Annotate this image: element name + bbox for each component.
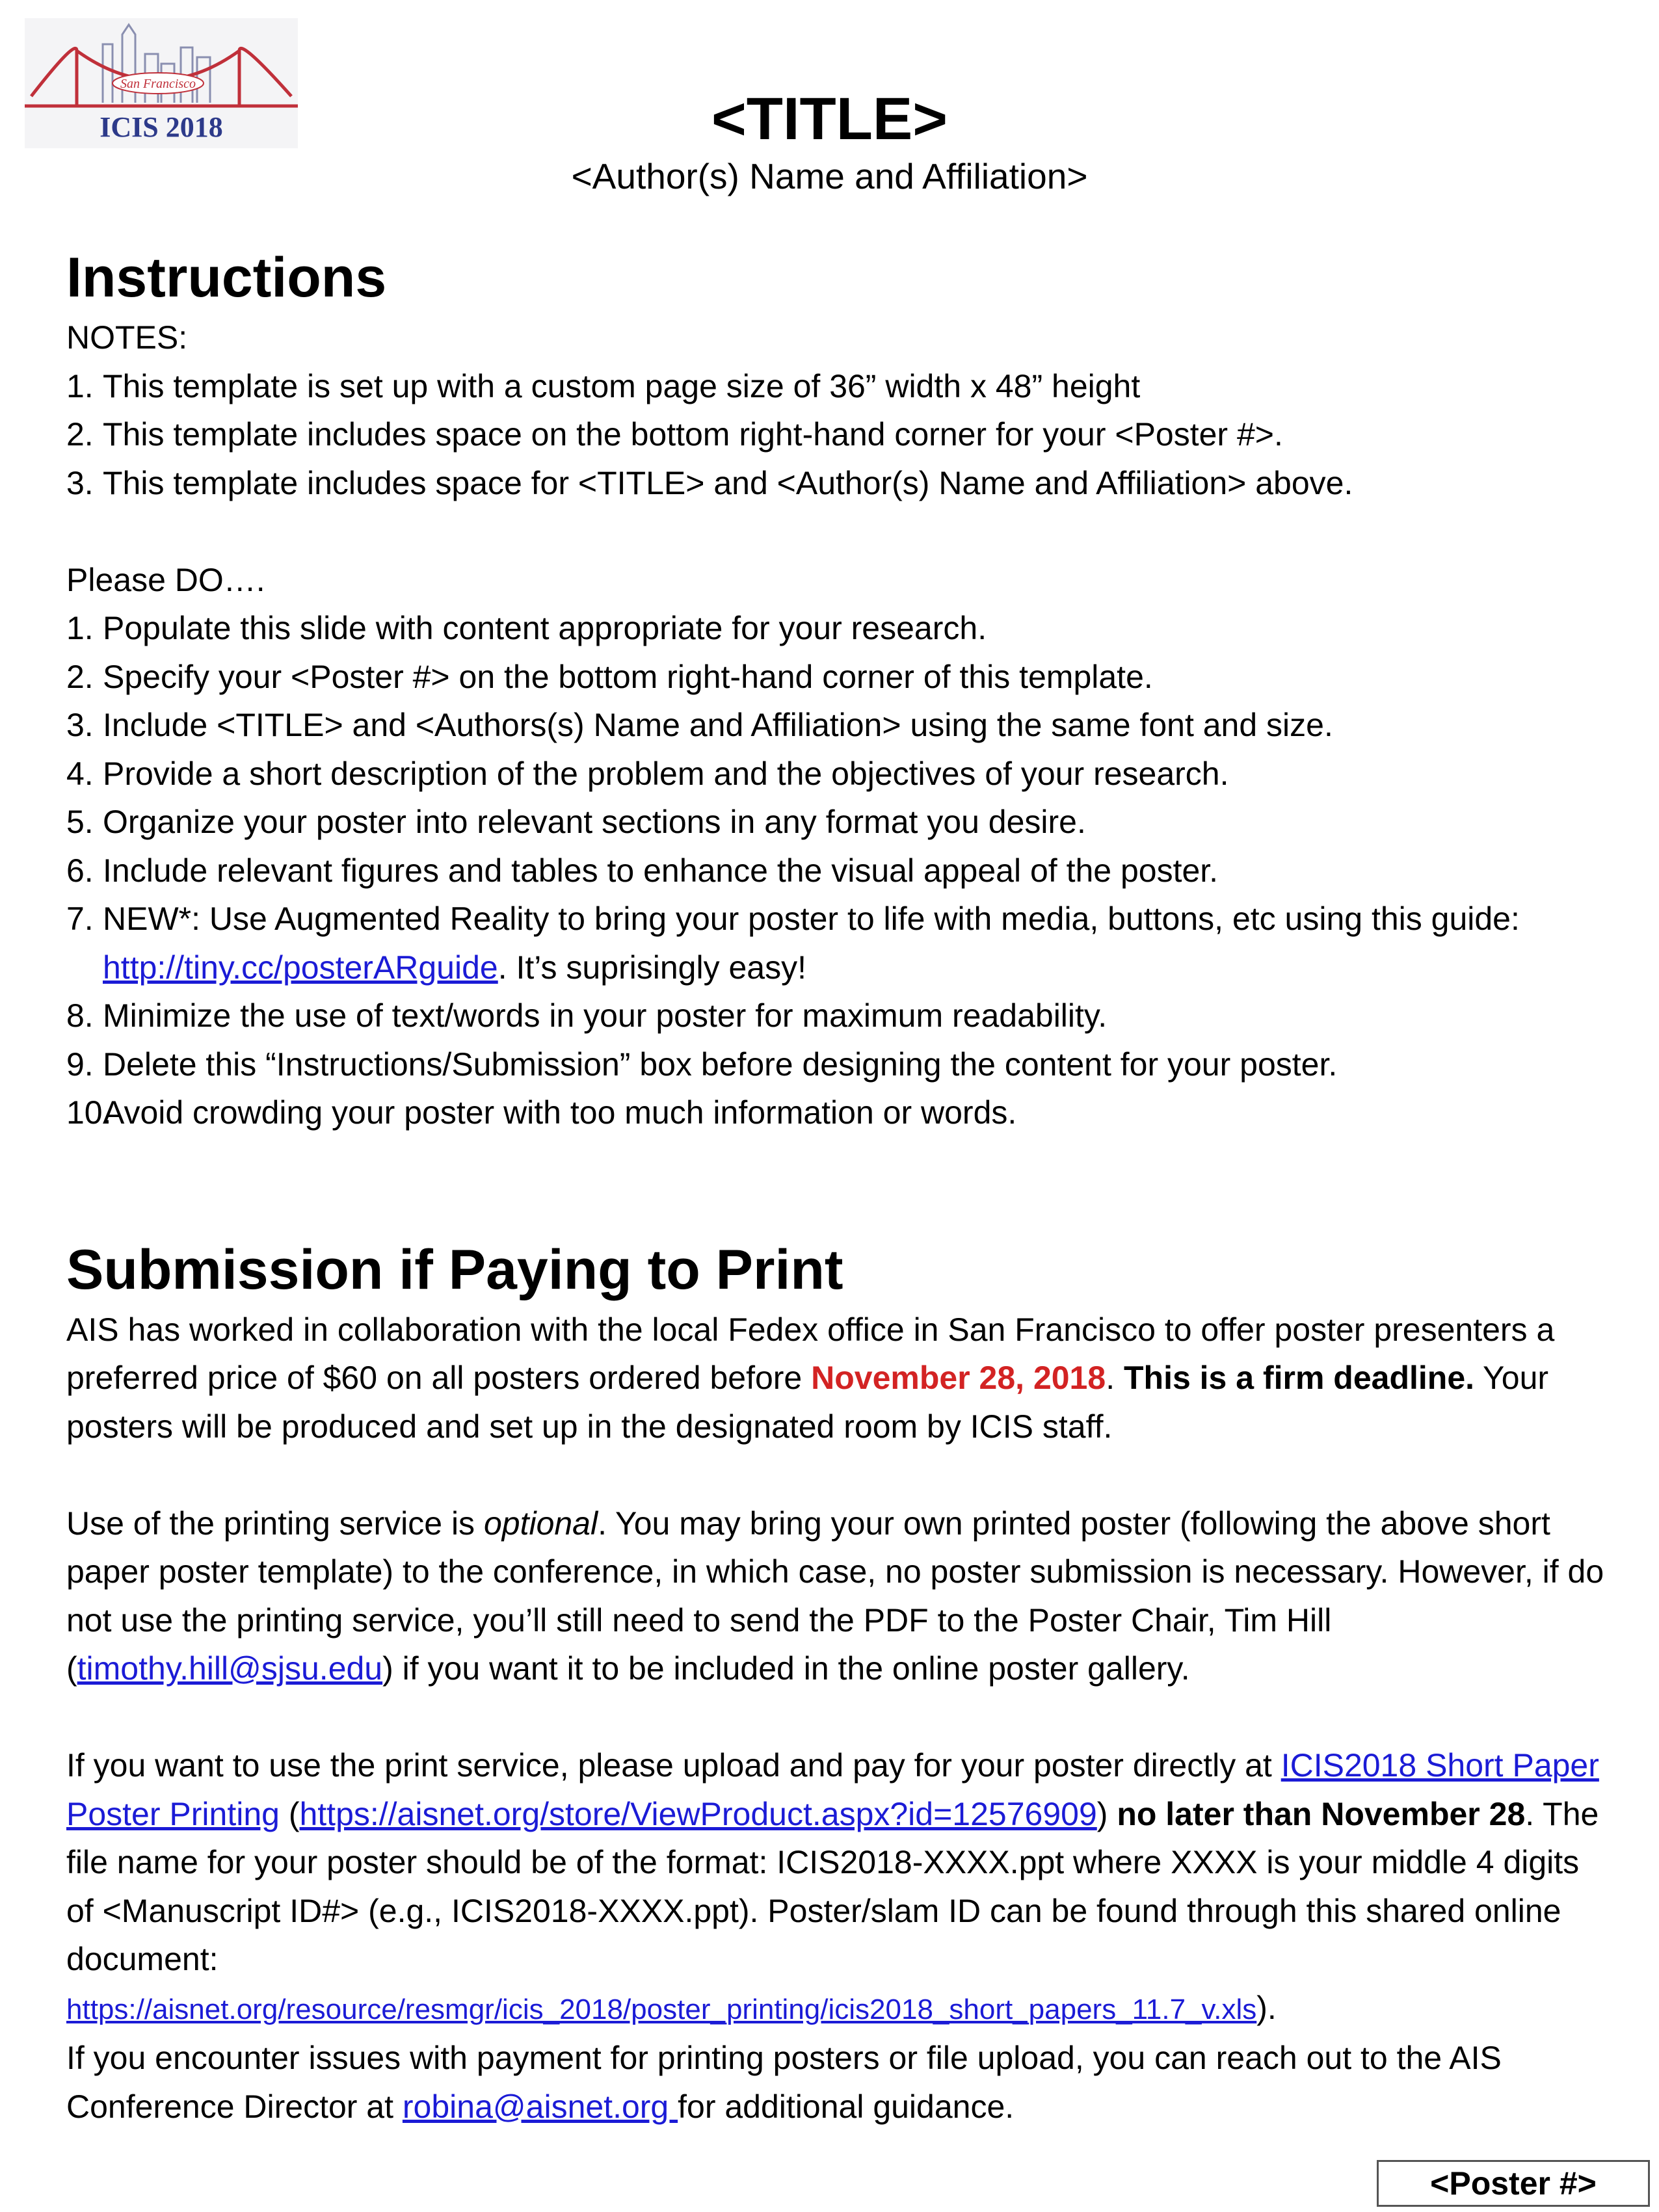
- logo-city-text: San Francisco: [120, 77, 196, 91]
- list-item: 10. Avoid crowding your poster with too much information or words.: [66, 1094, 1017, 1131]
- instructions-heading: Instructions: [66, 246, 387, 309]
- poster-authors: <Author(s) Name and Affiliation>: [571, 156, 1088, 196]
- poster-chair-email-link[interactable]: timothy.hill@sjsu.edu: [77, 1650, 383, 1687]
- poster-title: <TITLE>: [711, 86, 948, 152]
- submission-paragraph-3: If you want to use the print service, please upload and pay for your poster directly at ICIS2018 Short Paper Poster Printing (https://aisnet.org/store/ViewProduct.aspx?id=12576909) no later than November 28. The file name for your poster should be of the format: ICIS2018-XXXX.ppt where XXXX is your middle 4 digits of <Manuscript ID#> (e.g., ICIS2018-XXXX.ppt). Poster/slam ID can be found through this shared online document: https://aisnet.org/resource/resmgr/icis_2018/poster_printing/icis2018_short_papers_11.7_v.xls).: [66, 1747, 1599, 2026]
- list-item: 2. Specify your <Poster #> on the bottom right-hand corner of this template.: [66, 658, 1153, 695]
- ar-guide-link[interactable]: http://tiny.cc/posterARguide: [103, 949, 498, 986]
- store-url-link[interactable]: https://aisnet.org/store/ViewProduct.aspx?id=12576909: [299, 1795, 1097, 1832]
- list-item: 8. Minimize the use of text/words in your poster for maximum readability.: [66, 997, 1108, 1034]
- submission-paragraph-1: AIS has worked in collaboration with the local Fedex office in San Francisco to offer poster presenters a preferred price of $60 on all posters ordered before November 28, 2018. This is a firm deadline. Your posters will be produced and set up in the designated room by ICIS staff.: [66, 1311, 1555, 1445]
- list-item: 6. Include relevant figures and tables to enhance the visual appeal of the poster.: [66, 852, 1219, 889]
- list-item: 1. This template is set up with a custom page size of 36” width x 48” height: [66, 367, 1141, 404]
- submission-heading: Submission if Paying to Print: [66, 1238, 843, 1301]
- list-item: 1. Populate this slide with content appropriate for your research.: [66, 610, 987, 646]
- do-list: [66, 604, 1614, 1137]
- logo-icis-text: ICIS 2018: [100, 111, 223, 143]
- submission-paragraph-2: Use of the printing service is optional. You may bring your own printed poster (following the above short paper poster template) to the conference, in which case, no poster submission is necessary. However, if do not use the printing service, you’ll still need to send the PDF to the Poster Chair, Tim Hill (timothy.hill@sjsu.edu) if you want it to be included in the online poster gallery.: [66, 1505, 1604, 1687]
- shared-document-link[interactable]: https://aisnet.org/resource/resmgr/icis_2018/poster_printing/icis2018_short_papers_11.7_v.xls: [66, 1993, 1257, 2025]
- director-email-link[interactable]: robina@aisnet.org: [402, 2088, 678, 2125]
- submission-paragraph-4: If you encounter issues with payment for printing posters or file upload, you can reach out to the AIS Conference Director at robina@aisnet.org for additional guidance.: [66, 2040, 1502, 2125]
- list-item: 5. Organize your poster into relevant sections in any format you desire.: [66, 804, 1086, 840]
- list-item: 2. This template includes space on the bottom right-hand corner for your <Poster #>.: [66, 416, 1283, 453]
- list-item: 4. Provide a short description of the problem and the objectives of your research.: [66, 755, 1229, 792]
- poster-number-box: <Poster #>: [1377, 2160, 1650, 2207]
- list-item: 7. NEW*: Use Augmented Reality to bring your poster to life with media, buttons, etc using this guide: http://tiny.cc/posterARguide. It’s suprisingly easy!: [66, 901, 1520, 986]
- list-item: 9. Delete this “Instructions/Submission” box before designing the content for your poster.: [66, 1046, 1338, 1083]
- list-item: 3. Include <TITLE> and <Authors(s) Name and Affiliation> using the same font and size.: [66, 707, 1333, 743]
- instructions-content: [66, 242, 1614, 2131]
- notes-label: NOTES:: [66, 319, 188, 356]
- list-item: 3. This template includes space for <TITLE> and <Author(s) Name and Affiliation> above.: [66, 464, 1353, 501]
- do-label: Please DO….: [66, 561, 265, 598]
- deadline-date: November 28, 2018: [811, 1360, 1106, 1396]
- printing-store-link[interactable]: ICIS2018 Short Paper Poster Printing: [66, 1747, 1599, 1832]
- notes-list: [66, 362, 1614, 508]
